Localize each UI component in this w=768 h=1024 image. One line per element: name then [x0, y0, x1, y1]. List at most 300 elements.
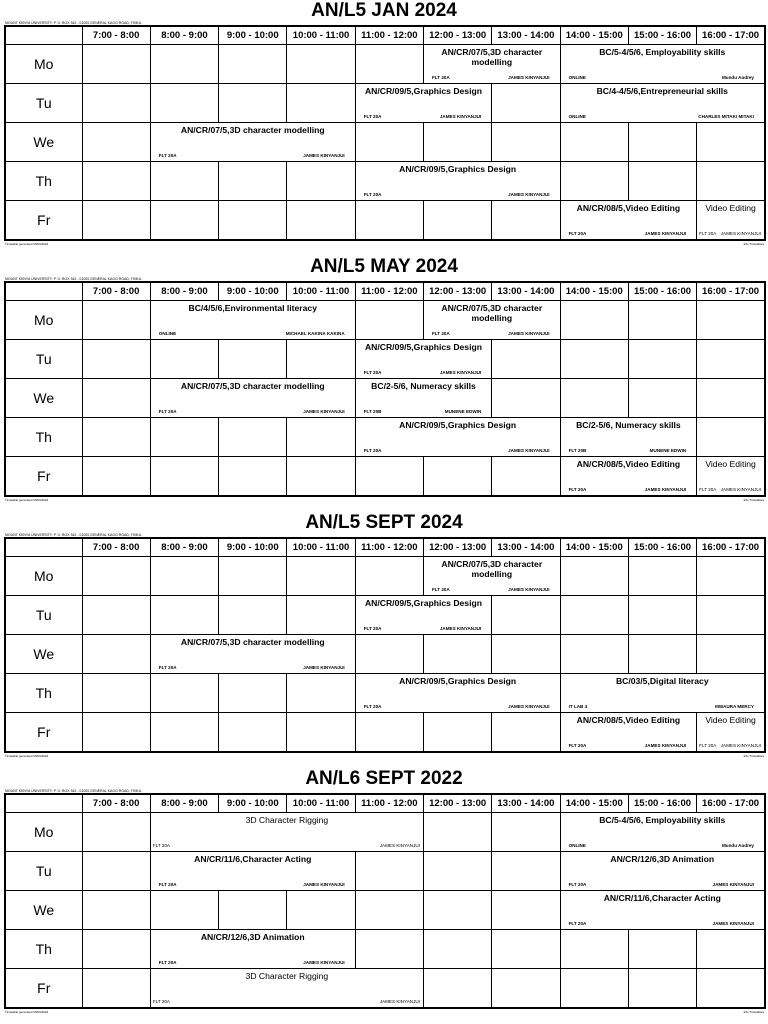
empty-slot: [150, 596, 218, 635]
lesson-lecturer: JAMES KINYANJUI: [508, 331, 550, 336]
lesson-lecturer: JAMES KINYANJUI: [439, 626, 482, 631]
lesson-room: FLT 20A: [158, 153, 177, 158]
time-slot-header: 8:00 - 9:00: [150, 26, 218, 45]
empty-slot: [628, 162, 696, 201]
lesson-room: FLT 20A: [699, 486, 717, 492]
empty-slot: [219, 84, 287, 123]
empty-slot: [423, 852, 491, 891]
day-row: [5, 674, 765, 713]
day-row: [5, 969, 765, 1008]
lesson-room: FLT 20A: [431, 587, 450, 592]
software-credit: aSc Timetables: [743, 498, 764, 502]
lesson-name: BC/5-4/5/6, Employability skills: [599, 47, 726, 57]
empty-slot: [287, 557, 355, 596]
empty-slot: [423, 713, 491, 752]
day-label: Mo: [5, 301, 82, 340]
lesson-cell: [697, 201, 765, 240]
empty-slot: [287, 596, 355, 635]
empty-slot: [423, 457, 491, 496]
timetable-title: AN/L5 SEPT 2024: [305, 512, 463, 533]
empty-slot: [492, 379, 560, 418]
lesson-room: FLT 20A: [363, 370, 382, 375]
software-credit: aSc Timetables: [743, 242, 764, 246]
time-slot-header: 14:00 - 15:00: [560, 538, 628, 557]
time-slot-header: 9:00 - 10:00: [219, 538, 287, 557]
lesson-room: FLT 20A: [152, 843, 170, 848]
lesson-cell: [150, 969, 423, 1008]
software-credit: aSc Timetables: [743, 1010, 764, 1014]
day-row: [5, 596, 765, 635]
lesson-cell: [150, 379, 355, 418]
institution-address: MOUNT KENYA UNIVERSITY, P. O. BOX 342 - 01000,GENERAL KAGO ROAD, THIKA: [5, 21, 142, 25]
institution-address: MOUNT KENYA UNIVERSITY, P. O. BOX 342 - 01000,GENERAL KAGO ROAD, THIKA: [5, 789, 142, 793]
generated-note: Timetable generated:10/09/2024: [5, 498, 49, 502]
lesson-name: BC/4-4/5/6,Entrepreneurial skills: [596, 86, 728, 96]
lesson-room: ONLINE: [158, 331, 177, 336]
empty-slot: [492, 201, 560, 240]
time-slot-header: 7:00 - 8:00: [82, 794, 150, 813]
empty-slot: [82, 418, 150, 457]
software-credit: aSc Timetables: [743, 754, 764, 758]
empty-slot: [560, 340, 628, 379]
empty-slot: [82, 379, 150, 418]
empty-slot: [628, 635, 696, 674]
day-label: Th: [5, 162, 82, 201]
lesson-name: AN/CR/07/5,3D character modelling: [441, 303, 543, 323]
lesson-room: IT LAB 4: [568, 704, 588, 709]
lesson-name: BC/2-5/6, Numeracy skills: [576, 420, 681, 430]
empty-slot: [697, 418, 765, 457]
empty-slot: [287, 713, 355, 752]
empty-slot: [150, 84, 218, 123]
timetable-title: AN/L5 MAY 2024: [310, 256, 458, 277]
empty-slot: [219, 340, 287, 379]
empty-slot: [82, 813, 150, 852]
lesson-lecturer: MWAURA MERCY: [715, 704, 754, 709]
empty-slot: [219, 713, 287, 752]
lesson-cell: [560, 45, 765, 84]
day-label: Th: [5, 418, 82, 457]
lesson-name: 3D Character Rigging: [245, 971, 329, 981]
lesson-name: 3D Character Rigging: [245, 815, 329, 825]
lesson-cell: [560, 84, 765, 123]
timetable-section: [0, 256, 768, 512]
day-row: [5, 162, 765, 201]
lesson-room: FLT 20A: [568, 742, 587, 748]
lesson-room: FLT 20A: [431, 75, 450, 80]
lesson-lecturer: CHARLES MITAKI MITAKI: [698, 114, 754, 119]
lesson-lecturer: JAMES KINYANJUI: [508, 587, 550, 592]
empty-slot: [560, 557, 628, 596]
lesson-room: FLT 20A: [363, 448, 382, 453]
time-slot-header: 16:00 - 17:00: [697, 282, 765, 301]
lesson-cell: [423, 301, 560, 340]
empty-slot: [82, 596, 150, 635]
empty-slot: [150, 674, 218, 713]
lesson-lecturer: JAMES KINYANJUI: [508, 192, 550, 197]
empty-slot: [355, 45, 423, 84]
empty-slot: [355, 123, 423, 162]
empty-slot: [82, 340, 150, 379]
timetable-grid: [4, 281, 766, 497]
day-row: [5, 418, 765, 457]
time-slot-header: 13:00 - 14:00: [492, 282, 560, 301]
lesson-lecturer: JAMES KINYANJUI: [379, 998, 420, 1004]
empty-slot: [82, 852, 150, 891]
lesson-cell: [355, 340, 492, 379]
lesson-room: FLT 20A: [363, 704, 382, 709]
empty-slot: [697, 930, 765, 969]
day-label: We: [5, 123, 82, 162]
lesson-name: AN/CR/07/5,3D character modelling: [180, 381, 325, 391]
empty-slot: [287, 340, 355, 379]
lesson-lecturer: JAMES KINYANJUI: [303, 960, 345, 965]
time-slot-header: 12:00 - 13:00: [423, 794, 491, 813]
lesson-name: AN/CR/11/6,Character Acting: [603, 893, 721, 903]
empty-slot: [697, 301, 765, 340]
lesson-name: AN/CR/12/6,3D Animation: [200, 932, 305, 942]
lesson-room: FLT 20A: [158, 409, 177, 414]
empty-slot: [628, 596, 696, 635]
empty-slot: [697, 123, 765, 162]
empty-slot: [219, 201, 287, 240]
lesson-cell: [560, 713, 697, 752]
empty-slot: [82, 635, 150, 674]
day-label: We: [5, 379, 82, 418]
day-label: Fr: [5, 969, 82, 1008]
empty-slot: [492, 84, 560, 123]
empty-slot: [219, 557, 287, 596]
lesson-name: BC/4/5/6,Environmental literacy: [188, 303, 317, 313]
empty-slot: [355, 713, 423, 752]
time-slot-header: 7:00 - 8:00: [82, 282, 150, 301]
day-label: Mo: [5, 45, 82, 84]
empty-slot: [492, 852, 560, 891]
empty-slot: [628, 379, 696, 418]
empty-slot: [82, 930, 150, 969]
empty-slot: [560, 301, 628, 340]
lesson-cell: [560, 891, 765, 930]
lesson-room: ONLINE: [568, 114, 586, 119]
empty-slot: [492, 340, 560, 379]
lesson-cell: [150, 123, 355, 162]
empty-slot: [355, 930, 423, 969]
time-slot-header: 12:00 - 13:00: [423, 538, 491, 557]
time-slot-header: 13:00 - 14:00: [492, 538, 560, 557]
lesson-lecturer: JAMES KINYANJUI: [439, 114, 482, 119]
lesson-cell: [355, 379, 492, 418]
lesson-lecturer: JAMES KINYANJUI: [303, 409, 345, 414]
empty-slot: [560, 123, 628, 162]
lesson-room: FLT 20B: [363, 409, 382, 414]
day-row: [5, 713, 765, 752]
lesson-cell: [560, 418, 697, 457]
empty-slot: [423, 201, 491, 240]
lesson-cell: [150, 635, 355, 674]
lesson-room: ONLINE: [568, 75, 586, 80]
time-slot-header: 13:00 - 14:00: [492, 794, 560, 813]
time-slot-header: 7:00 - 8:00: [82, 538, 150, 557]
empty-slot: [82, 713, 150, 752]
empty-slot: [492, 457, 560, 496]
empty-slot: [287, 162, 355, 201]
lesson-name: AN/CR/07/5,3D character modelling: [441, 559, 543, 579]
lesson-room: FLT 20A: [699, 230, 717, 236]
lesson-name: AN/CR/11/6,Character Acting: [194, 854, 312, 864]
day-label: We: [5, 635, 82, 674]
empty-slot: [560, 635, 628, 674]
empty-slot: [219, 45, 287, 84]
empty-slot: [423, 635, 491, 674]
lesson-room: FLT 20A: [568, 230, 587, 236]
generated-note: Timetable generated:10/09/2024: [5, 242, 49, 246]
empty-slot: [82, 969, 150, 1008]
day-row: [5, 84, 765, 123]
day-label: Th: [5, 674, 82, 713]
empty-slot: [423, 969, 491, 1008]
lesson-cell: [355, 596, 492, 635]
day-label: Mo: [5, 813, 82, 852]
lesson-lecturer: JAMES KINYANJUI: [303, 665, 345, 670]
lesson-name: AN/CR/07/5,3D character modelling: [441, 47, 543, 67]
lesson-cell: [560, 201, 697, 240]
lesson-name: Video Editing: [705, 459, 756, 469]
empty-slot: [423, 123, 491, 162]
lesson-lecturer: MUNENE EDWIN: [444, 409, 482, 414]
lesson-name: BC/03/5,Digital literacy: [615, 676, 709, 686]
lesson-name: AN/CR/08/5,Video Editing: [576, 715, 681, 725]
empty-slot: [219, 596, 287, 635]
day-row: [5, 930, 765, 969]
empty-slot: [82, 301, 150, 340]
time-slot-header: 11:00 - 12:00: [355, 282, 423, 301]
lesson-lecturer: JAMES KINYANJUI: [644, 230, 687, 236]
corner-cell: [5, 26, 82, 45]
lesson-name: BC/5-4/5/6, Employability skills: [599, 815, 726, 825]
lesson-room: FLT 20A: [158, 882, 177, 887]
empty-slot: [150, 201, 218, 240]
empty-slot: [492, 891, 560, 930]
lesson-name: AN/CR/08/5,Video Editing: [576, 203, 681, 213]
lesson-cell: [355, 418, 560, 457]
lesson-name: AN/CR/07/5,3D character modelling: [180, 637, 325, 647]
lesson-cell: [423, 45, 560, 84]
timetable-title: AN/L5 JAN 2024: [311, 0, 457, 21]
lesson-lecturer: Mundu Audrey: [721, 75, 754, 80]
lesson-lecturer: JAMES KINYANJUI: [712, 882, 754, 887]
empty-slot: [82, 557, 150, 596]
empty-slot: [219, 457, 287, 496]
lesson-cell: [560, 674, 765, 713]
day-row: [5, 45, 765, 84]
day-label: Tu: [5, 596, 82, 635]
lesson-lecturer: JAMES KINYANJUI: [720, 742, 761, 748]
empty-slot: [82, 891, 150, 930]
time-slot-header: 12:00 - 13:00: [423, 26, 491, 45]
timetable-section: [0, 768, 768, 1024]
empty-slot: [628, 301, 696, 340]
empty-slot: [355, 457, 423, 496]
empty-slot: [150, 557, 218, 596]
empty-slot: [287, 45, 355, 84]
empty-slot: [697, 635, 765, 674]
lesson-lecturer: JAMES KINYANJUI: [644, 486, 687, 492]
day-label: Fr: [5, 457, 82, 496]
lesson-cell: [560, 852, 765, 891]
corner-cell: [5, 538, 82, 557]
empty-slot: [150, 162, 218, 201]
empty-slot: [423, 891, 491, 930]
generated-note: Timetable generated:10/09/2024: [5, 1010, 49, 1014]
lesson-cell: [150, 813, 423, 852]
empty-slot: [560, 596, 628, 635]
day-label: We: [5, 891, 82, 930]
empty-slot: [560, 930, 628, 969]
lesson-room: FLT 20A: [568, 921, 587, 926]
empty-slot: [287, 457, 355, 496]
lesson-name: AN/CR/09/5,Graphics Design: [399, 420, 517, 430]
lesson-room: FLT 20A: [363, 192, 382, 197]
time-slot-header: 13:00 - 14:00: [492, 26, 560, 45]
time-header-row: [5, 26, 765, 45]
lesson-cell: [355, 162, 560, 201]
lesson-lecturer: JAMES KINYANJUI: [508, 704, 550, 709]
institution-address: MOUNT KENYA UNIVERSITY, P. O. BOX 342 - 01000,GENERAL KAGO ROAD, THIKA: [5, 533, 142, 537]
empty-slot: [82, 201, 150, 240]
empty-slot: [287, 891, 355, 930]
lesson-lecturer: JAMES KINYANJUI: [303, 882, 345, 887]
empty-slot: [82, 162, 150, 201]
day-row: [5, 301, 765, 340]
time-slot-header: 10:00 - 11:00: [287, 26, 355, 45]
empty-slot: [697, 340, 765, 379]
day-row: [5, 813, 765, 852]
lesson-name: BC/2-5/6, Numeracy skills: [371, 381, 476, 391]
empty-slot: [492, 713, 560, 752]
time-slot-header: 10:00 - 11:00: [287, 794, 355, 813]
day-row: [5, 201, 765, 240]
time-slot-header: 7:00 - 8:00: [82, 26, 150, 45]
time-slot-header: 11:00 - 12:00: [355, 26, 423, 45]
time-slot-header: 16:00 - 17:00: [697, 794, 765, 813]
day-row: [5, 891, 765, 930]
empty-slot: [150, 418, 218, 457]
empty-slot: [560, 379, 628, 418]
time-slot-header: 15:00 - 16:00: [628, 538, 696, 557]
day-label: Fr: [5, 201, 82, 240]
time-slot-header: 16:00 - 17:00: [697, 26, 765, 45]
empty-slot: [492, 813, 560, 852]
lesson-room: FLT 20A: [152, 998, 170, 1004]
lesson-lecturer: JAMES KINYANJUI: [439, 370, 482, 375]
lesson-room: FLT 20A: [363, 114, 382, 119]
timetable-grid: [4, 25, 766, 241]
empty-slot: [287, 201, 355, 240]
day-row: [5, 557, 765, 596]
empty-slot: [423, 930, 491, 969]
empty-slot: [492, 123, 560, 162]
lesson-name: AN/CR/09/5,Graphics Design: [364, 342, 482, 352]
empty-slot: [492, 930, 560, 969]
lesson-name: Video Editing: [705, 715, 756, 725]
empty-slot: [82, 457, 150, 496]
time-slot-header: 10:00 - 11:00: [287, 282, 355, 301]
empty-slot: [628, 557, 696, 596]
time-slot-header: 10:00 - 11:00: [287, 538, 355, 557]
corner-cell: [5, 794, 82, 813]
empty-slot: [150, 457, 218, 496]
empty-slot: [628, 340, 696, 379]
empty-slot: [697, 379, 765, 418]
time-header-row: [5, 794, 765, 813]
lesson-lecturer: JAMES KINYANJUI: [508, 448, 550, 453]
lesson-name: Video Editing: [705, 203, 756, 213]
empty-slot: [697, 557, 765, 596]
time-slot-header: 15:00 - 16:00: [628, 26, 696, 45]
lesson-lecturer: JAMES KINYANJUI: [379, 843, 420, 848]
lesson-cell: [560, 813, 765, 852]
empty-slot: [355, 301, 423, 340]
empty-slot: [219, 891, 287, 930]
timetable-section: [0, 512, 768, 768]
empty-slot: [82, 674, 150, 713]
lesson-cell: [560, 457, 697, 496]
empty-slot: [492, 635, 560, 674]
lesson-room: FLT 20A: [699, 742, 717, 748]
day-label: Tu: [5, 340, 82, 379]
lesson-lecturer: JAMES KINYANJUI: [720, 230, 761, 236]
day-label: Fr: [5, 713, 82, 752]
time-slot-header: 15:00 - 16:00: [628, 794, 696, 813]
empty-slot: [560, 162, 628, 201]
lesson-lecturer: JAMES KINYANJUI: [720, 486, 761, 492]
lesson-room: FLT 20A: [363, 626, 382, 631]
lesson-room: FLT 20A: [568, 882, 587, 887]
day-row: [5, 123, 765, 162]
lesson-cell: [355, 84, 492, 123]
day-row: [5, 457, 765, 496]
empty-slot: [355, 557, 423, 596]
time-slot-header: 9:00 - 10:00: [219, 282, 287, 301]
time-slot-header: 9:00 - 10:00: [219, 794, 287, 813]
empty-slot: [560, 969, 628, 1008]
day-row: [5, 635, 765, 674]
timetable-title: AN/L6 SEPT 2022: [305, 768, 463, 789]
lesson-room: FLT 20B: [568, 448, 587, 453]
lesson-cell: [150, 930, 355, 969]
lesson-lecturer: MUNENE EDWIN: [649, 448, 687, 453]
lesson-room: ONLINE: [568, 843, 586, 848]
empty-slot: [628, 930, 696, 969]
empty-slot: [150, 713, 218, 752]
empty-slot: [492, 596, 560, 635]
day-label: Tu: [5, 852, 82, 891]
timetable-grid: [4, 537, 766, 753]
time-slot-header: 8:00 - 9:00: [150, 282, 218, 301]
lesson-room: FLT 20A: [158, 960, 177, 965]
empty-slot: [355, 201, 423, 240]
lesson-cell: [150, 301, 355, 340]
empty-slot: [287, 418, 355, 457]
lesson-lecturer: Mundu Audrey: [721, 843, 754, 848]
empty-slot: [355, 852, 423, 891]
empty-slot: [628, 969, 696, 1008]
day-label: Tu: [5, 84, 82, 123]
lesson-lecturer: MICHAEL KAKINA KAKINA: [285, 331, 345, 336]
empty-slot: [355, 635, 423, 674]
empty-slot: [697, 162, 765, 201]
generated-note: Timetable generated:10/09/2024: [5, 754, 49, 758]
